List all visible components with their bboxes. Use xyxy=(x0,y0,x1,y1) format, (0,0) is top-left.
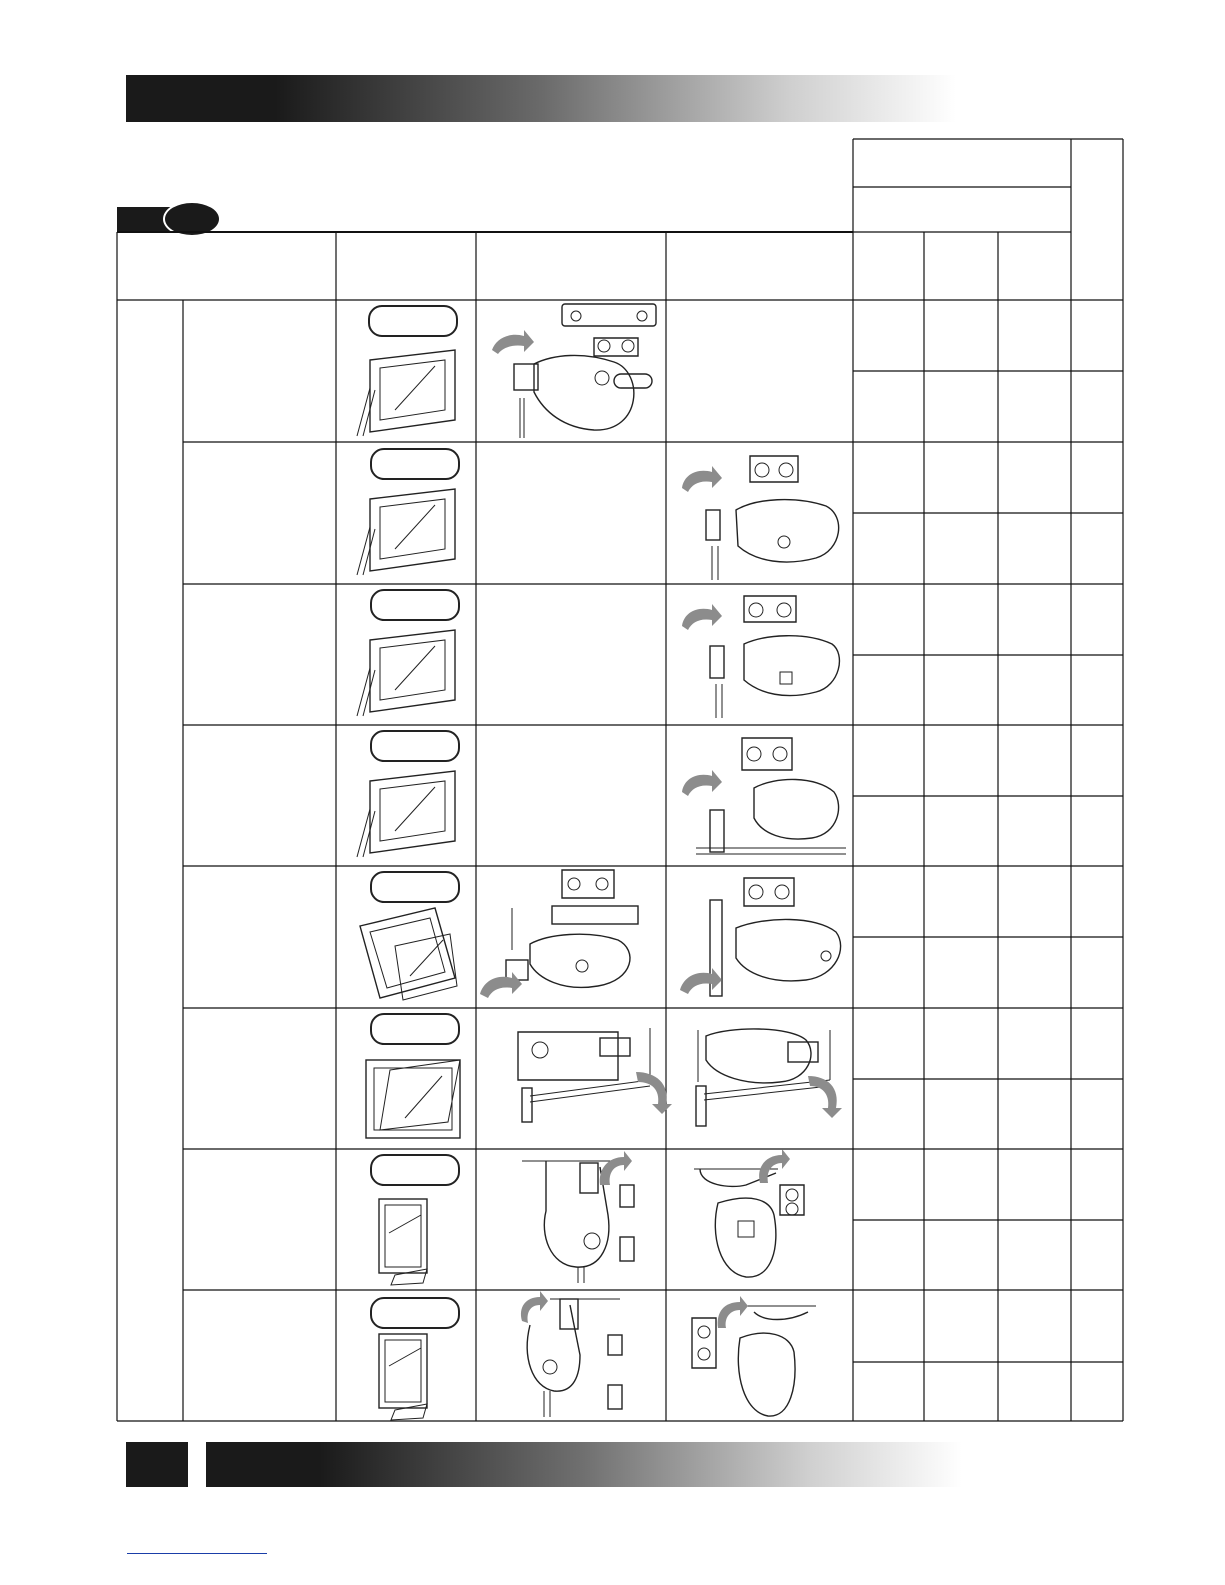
stay-detail-left-icon xyxy=(510,1020,670,1135)
label-pill xyxy=(370,1154,460,1186)
footer-link[interactable] xyxy=(127,1553,267,1554)
hinge-detail-right-icon xyxy=(684,1298,834,1420)
header-bar xyxy=(126,75,956,122)
label-pill xyxy=(370,1297,460,1329)
hinge-detail-right-icon xyxy=(676,450,851,584)
footer-bar xyxy=(206,1442,962,1487)
awning-window-icon xyxy=(355,769,465,859)
awning-window-icon xyxy=(355,628,465,718)
hopper-window-icon xyxy=(360,1050,465,1140)
hinge-detail-right-icon xyxy=(676,730,851,864)
hinge-detail-left-icon xyxy=(520,1155,645,1285)
label-pill xyxy=(370,871,460,903)
label-pill xyxy=(370,589,460,621)
awning-window-icon xyxy=(355,487,465,577)
label-pill xyxy=(370,730,460,762)
label-pill xyxy=(370,1013,460,1045)
hinge-detail-right-icon xyxy=(676,590,851,724)
label-pill xyxy=(370,448,460,480)
page-number-box xyxy=(126,1442,188,1487)
label-pill xyxy=(368,305,458,337)
stay-detail-right-icon xyxy=(690,1020,850,1138)
hinge-detail-left-icon xyxy=(484,302,664,442)
hinge-detail-left-icon xyxy=(510,1295,640,1421)
hinge-detail-left-icon xyxy=(478,868,664,1006)
casement-window-icon xyxy=(375,1195,435,1287)
tilted-window-icon xyxy=(355,906,465,1004)
section-marker xyxy=(163,201,221,237)
awning-window-icon xyxy=(355,348,465,438)
hinge-detail-right-icon xyxy=(690,1155,835,1285)
casement-window-icon xyxy=(375,1330,435,1422)
hinge-detail-right-icon xyxy=(676,872,851,1006)
